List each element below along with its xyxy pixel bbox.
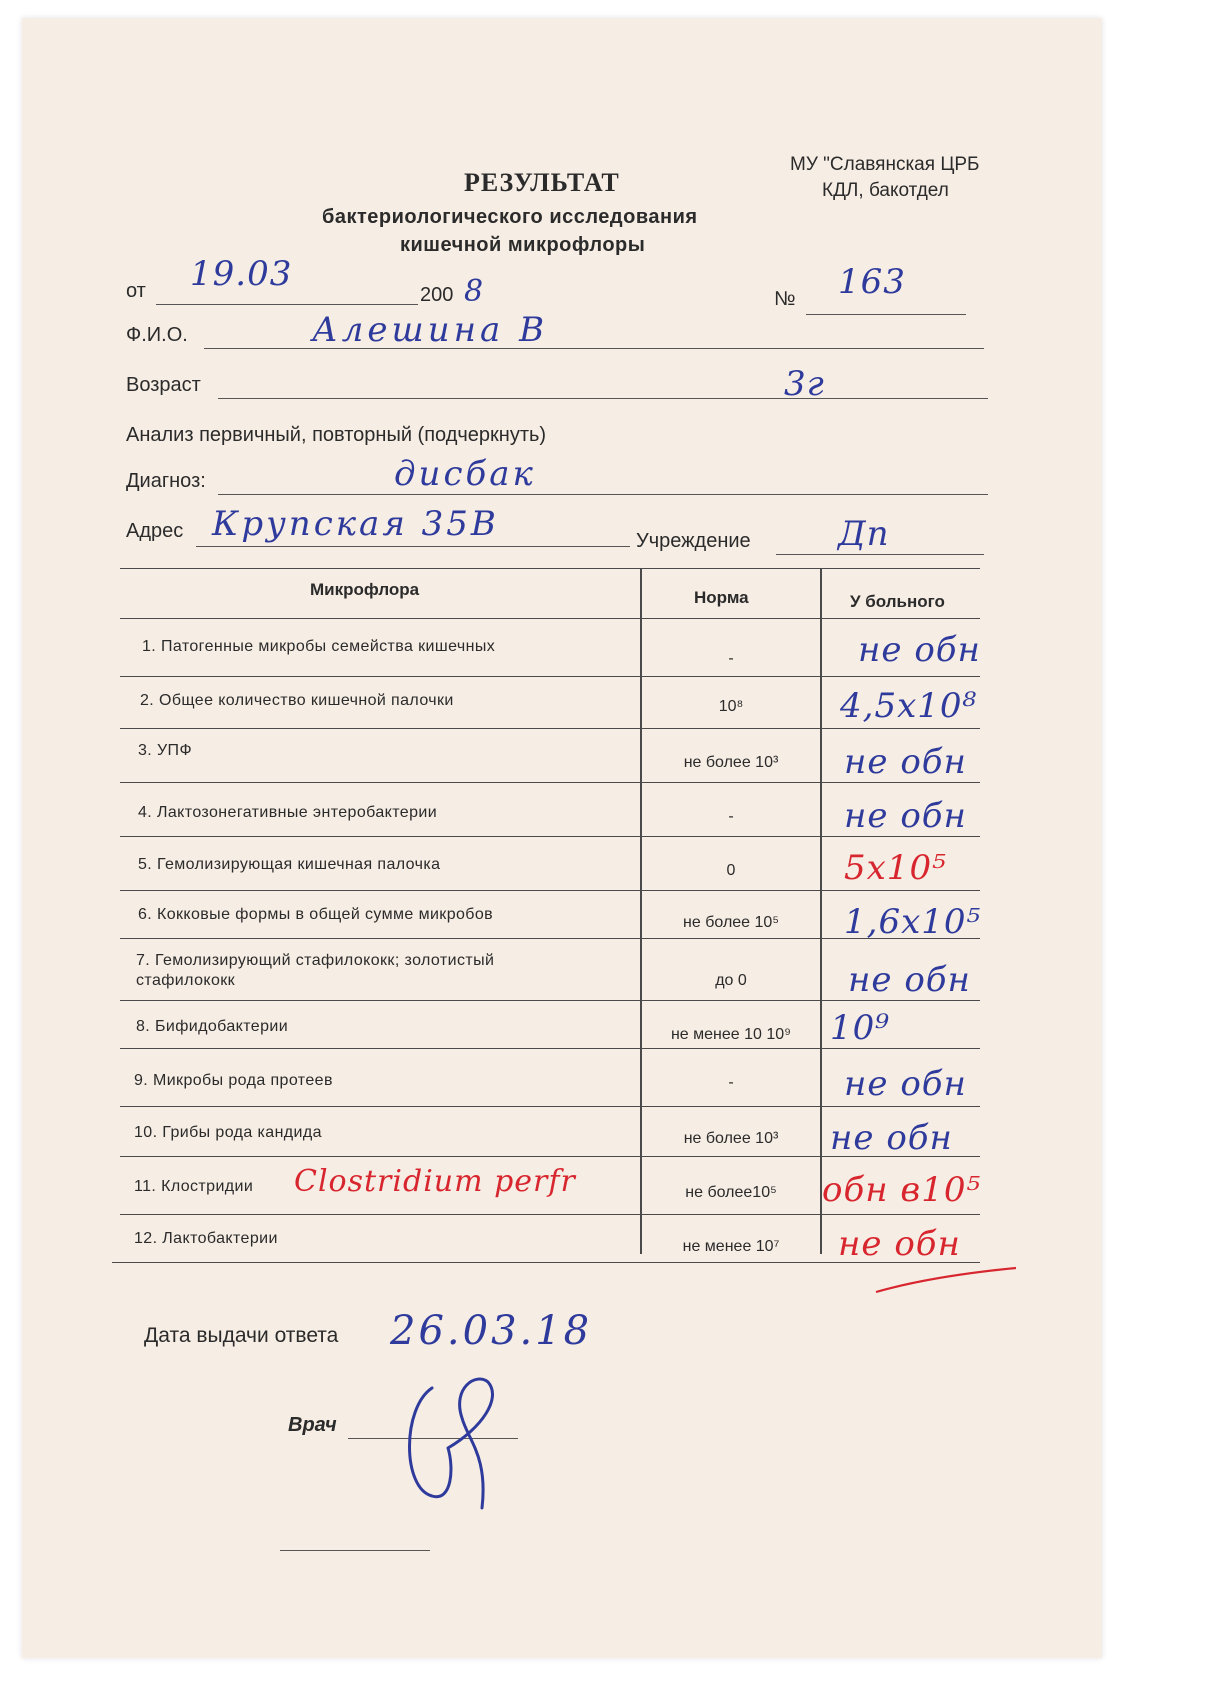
row-5-name: 5. Гемолизирующая кишечная палочка (138, 856, 441, 873)
row-9-name: 9. Микробы рода протеев (134, 1072, 333, 1089)
table-col-divider-1 (640, 568, 642, 1254)
row-10-name: 10. Грибы рода кандида (134, 1124, 322, 1141)
name-label: Ф.И.О. (126, 324, 188, 346)
row-8-value: 10⁹ (830, 1008, 890, 1048)
row-9-value: не обн (844, 1064, 967, 1104)
date-value: 19.03 (190, 254, 293, 294)
table-top-border (120, 568, 980, 569)
row-11-norm: не более10⁵ (685, 1184, 777, 1201)
year-prefix: 200 (420, 284, 454, 306)
row-8-divider (120, 1048, 980, 1049)
row-12-value: не обн (838, 1224, 961, 1264)
row-12-name: 12. Лактобактерии (134, 1230, 278, 1247)
row-7-divider (120, 1000, 980, 1001)
date-label: от (126, 280, 146, 302)
row-8-name: 8. Бифидобактерии (136, 1018, 289, 1035)
address-label: Адрес (126, 520, 184, 542)
header-microflora: Микрофлора (310, 580, 420, 599)
row-1-norm: - (728, 650, 734, 667)
document-subtitle-1: бактериологического исследования (322, 206, 698, 228)
row-5-norm: 0 (726, 862, 736, 879)
row-6-divider (120, 938, 980, 939)
diagnosis-value: дисбак (394, 454, 536, 494)
row-11-value: обн в10⁵ (822, 1170, 982, 1210)
analysis-type-label: Анализ первичный, повторный (подчеркнуть) (126, 424, 547, 446)
header-norm: Норма (694, 588, 749, 607)
row-4-divider (120, 836, 980, 837)
row-1-divider (120, 676, 980, 677)
age-value: 3г (784, 364, 825, 404)
row-8-norm: не менее 10 10⁹ (670, 1026, 792, 1043)
row-2-norm: 10⁸ (718, 698, 744, 715)
table-header-bottom (120, 618, 980, 619)
institution-value: Дп (838, 514, 890, 554)
org-line-2: КДЛ, бакотдел (822, 180, 949, 201)
org-line-1: МУ "Славянская ЦРБ (790, 154, 980, 175)
name-value: Алешина В (312, 310, 549, 350)
institution-label: Учреждение (636, 530, 751, 552)
header-patient: У больного (850, 592, 945, 611)
row-10-norm: не более 10³ (683, 1130, 779, 1147)
row-3-norm: не более 10³ (683, 754, 779, 771)
row-7-name: 7. Гемолизирующий стафилококк; золотистый (136, 952, 495, 969)
diagnosis-label: Диагноз: (126, 470, 206, 492)
date-underline (156, 304, 418, 305)
doctor-signature (392, 1368, 532, 1518)
row-11-name: 11. Клостридии (134, 1178, 254, 1195)
row-12-norm: не менее 10⁷ (682, 1238, 780, 1255)
row-3-name: 3. УПФ (138, 742, 193, 759)
row-2-value: 4,5х10⁸ (840, 686, 978, 726)
row-5-divider (120, 890, 980, 891)
row-5-value: 5х10⁵ (844, 848, 947, 888)
row-6-norm: не более 10⁵ (683, 914, 779, 931)
diagnosis-underline (218, 494, 988, 495)
document-title: РЕЗУЛЬТАТ (464, 168, 620, 197)
row-6-name: 6. Кокковые формы в общей сумме микробов (138, 906, 494, 923)
red-underline-stroke (872, 1258, 1022, 1298)
row-7-value: не обн (848, 960, 971, 1000)
row-10-value: не обн (830, 1118, 953, 1158)
address-underline (196, 546, 630, 547)
row-6-value: 1,6х10⁵ (844, 902, 982, 942)
row-4-norm: - (728, 808, 734, 825)
row-2-name: 2. Общее количество кишечной палочки (140, 692, 454, 709)
address-value: Крупская 35В (212, 504, 499, 544)
document-subtitle-2: кишечной микрофлоры (400, 234, 646, 256)
table-col-divider-2 (820, 568, 822, 1254)
row-11-divider (120, 1214, 980, 1215)
number-value: 163 (838, 262, 906, 302)
row-2-divider (120, 728, 980, 729)
row-7-name-line2: стафилококк (136, 972, 236, 989)
age-underline (218, 398, 988, 399)
year-value: 8 (464, 274, 485, 309)
row-4-name: 4. Лактозонегативные энтеробактерии (138, 804, 438, 821)
doctor-label: Врач (288, 1414, 337, 1436)
issue-date-label: Дата выдачи ответа (144, 1324, 339, 1347)
name-underline (204, 348, 984, 349)
row-1-name: 1. Патогенные микробы семейства кишечных (142, 638, 496, 655)
institution-underline (776, 554, 984, 555)
issue-date-value: 26.03.18 (390, 1308, 593, 1354)
row-10-divider (120, 1156, 980, 1157)
table-bottom-border (112, 1262, 980, 1263)
age-label: Возраст (126, 374, 201, 396)
clostridium-note: Clostridium perfr (294, 1164, 576, 1199)
row-1-value: не обн (858, 630, 981, 670)
row-9-norm: - (728, 1074, 734, 1091)
number-label: № (774, 288, 796, 310)
row-7-norm: до 0 (715, 972, 747, 989)
bottom-line (280, 1550, 430, 1551)
row-3-divider (120, 782, 980, 783)
lab-result-form (22, 18, 1102, 1658)
number-underline (806, 314, 966, 315)
row-9-divider (120, 1106, 980, 1107)
row-3-value: не обн (844, 742, 967, 782)
row-4-value: не обн (844, 796, 967, 836)
